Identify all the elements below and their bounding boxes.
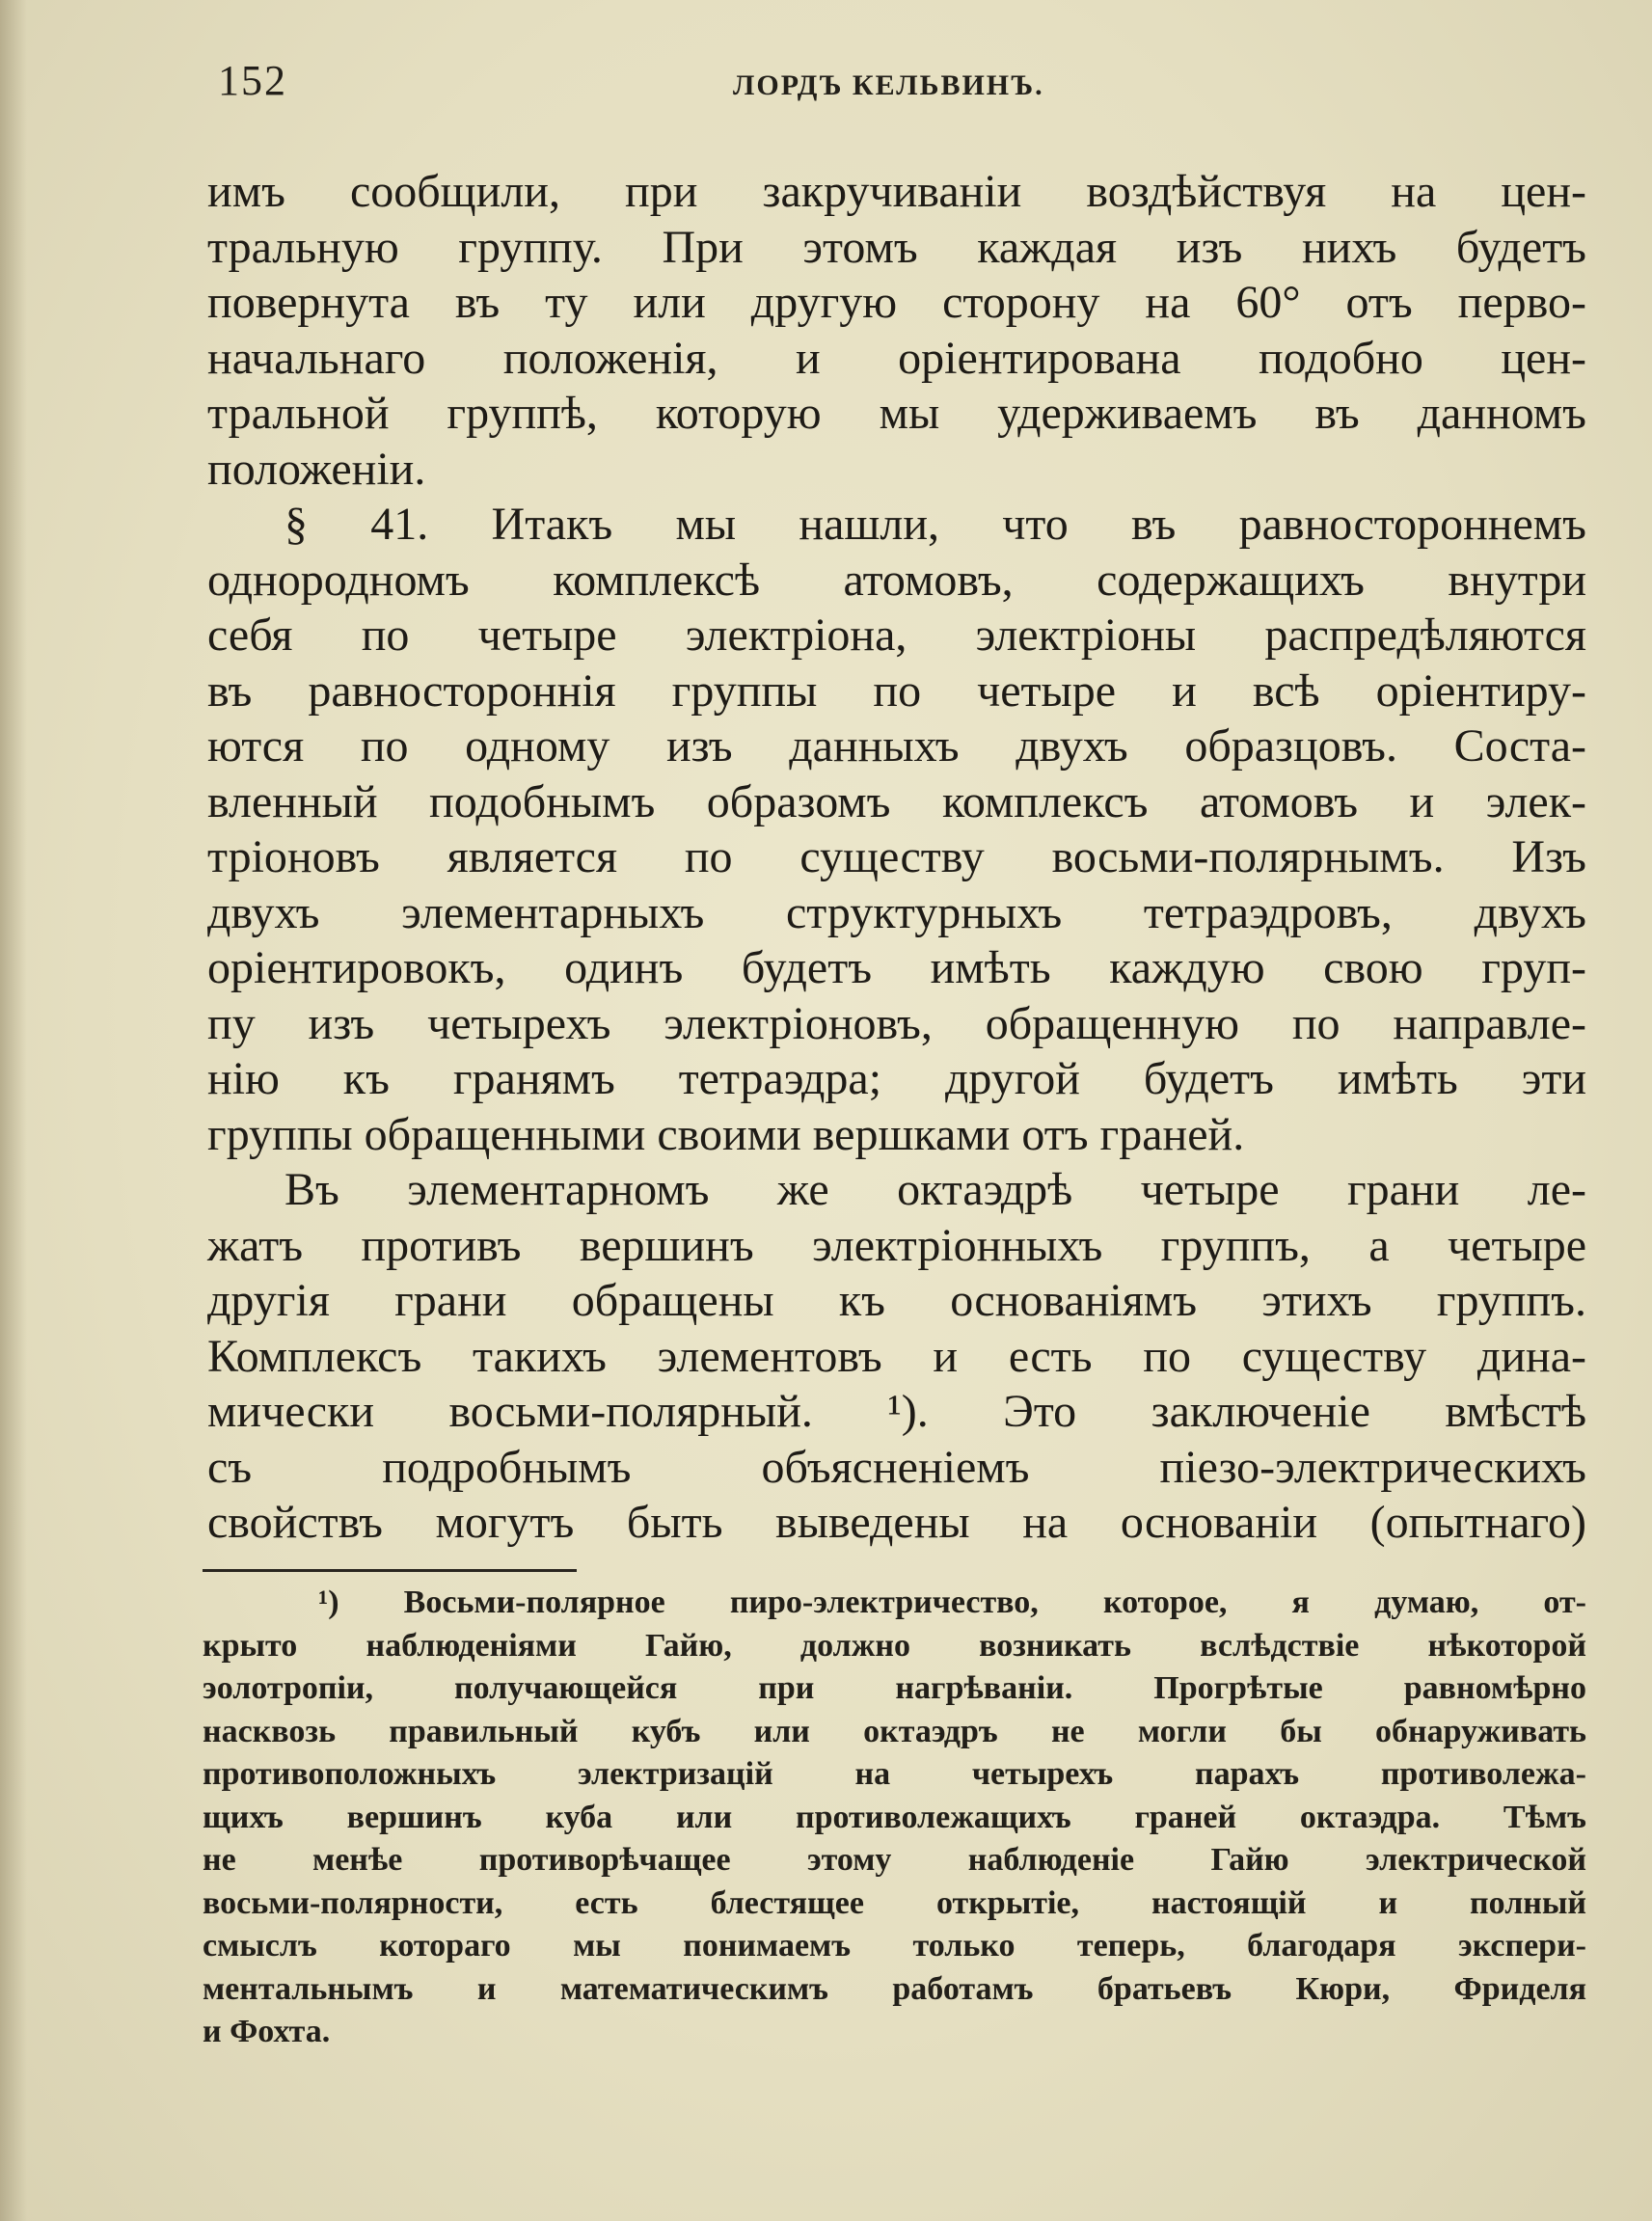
section-41-start: § 41. Итакъ мы нашли, что въ равностороннемъ xyxy=(284,499,1586,550)
text-line: жатъ противъ вершинъ электріонныхъ группъ, а четыре xyxy=(207,1219,1586,1271)
text-line: положеніи. xyxy=(207,443,426,495)
text-line: ются по одному изъ данныхъ двухъ образцовъ. Соста- xyxy=(207,720,1586,772)
footnote-line: не менѣе противорѣчащее этому наблюденіе Гайю электрической xyxy=(203,1842,1586,1878)
running-head: ЛОРДЪ КЕЛЬВИНЪ. xyxy=(733,69,1044,101)
text-line: Комплексъ такихъ элементовъ и есть по существу дина- xyxy=(207,1330,1586,1382)
page-header xyxy=(212,56,1582,114)
footnote-line: крыто наблюденіями Гайю, должно возникать вслѣдствіе нѣкоторой xyxy=(203,1627,1586,1664)
text-line: тральную группу. При этомъ каждая изъ нихъ будетъ xyxy=(207,221,1586,273)
footnote-line: эолотропіи, получающейся при нагрѣваніи. Прогрѣтые равномѣрно xyxy=(203,1670,1586,1706)
text-line: тріоновъ является по существу восьми-полярнымъ. Изъ xyxy=(207,831,1586,882)
footnote-line: восьми-полярности, есть блестящее открытіе, настоящій и полный xyxy=(203,1884,1586,1921)
footnote-line: ¹) Восьми-полярное пиро-электричество, которое, я думаю, от- xyxy=(318,1584,1586,1620)
footnote-line: и Фохта. xyxy=(203,2014,331,2049)
text-line: тральной группѣ, которую мы удерживаемъ въ данномъ xyxy=(207,388,1586,439)
footnote xyxy=(203,1582,1586,2054)
text-line: вленный подобнымъ образомъ комплексъ атомовъ и элек- xyxy=(207,775,1586,827)
text-line: оріентировокъ, одинъ будетъ имѣть каждую свою груп- xyxy=(207,942,1586,993)
text-line: имъ сообщили, при закручиваніи воздѣйствуя на цен- xyxy=(207,166,1586,217)
text-line: нію къ гранямъ тетраэдра; другой будетъ имѣть эти xyxy=(207,1053,1586,1104)
text-line: себя по четыре электріона, электріоны распредѣляются xyxy=(207,609,1586,661)
text-line: пу изъ четырехъ электріоновъ, обращенную по направле- xyxy=(207,997,1586,1049)
footnote-line: противоположныхъ электризацій на четырехъ парахъ противолежа- xyxy=(203,1756,1586,1792)
text-line: однородномъ комплексѣ атомовъ, содержащихъ внутри xyxy=(207,554,1586,606)
text-line: мически восьми-полярный. ¹). Это заключеніе вмѣстѣ xyxy=(207,1386,1586,1437)
footnote-line: смыслъ котораго мы понимаемъ только теперь, благодаря экспери- xyxy=(203,1928,1586,1964)
text-line: двухъ элементарныхъ структурныхъ тетраэдровъ, двухъ xyxy=(207,886,1586,938)
paragraph-start: Въ элементарномъ же октаэдрѣ четыре грани ле- xyxy=(284,1164,1586,1215)
text-line: другія грани обращены къ основаніямъ этихъ группъ. xyxy=(207,1275,1586,1326)
main-text xyxy=(207,164,1586,1551)
footnote-line: щихъ вершинъ куба или противолежащихъ граней октаэдра. Тѣмъ xyxy=(203,1799,1586,1835)
footnote-line: насквозь правильный кубъ или октаэдръ не могли бы обнаруживать xyxy=(203,1713,1586,1749)
page-number: 152 xyxy=(218,57,287,104)
text-line: свойствъ могутъ быть выведены на основаніи (опытнаго) xyxy=(207,1497,1586,1548)
text-line: въ равностороннія группы по четыре и всѣ оріентиру- xyxy=(207,664,1586,717)
text-line: группы обращенными своими вершками отъ граней. xyxy=(207,1108,1245,1160)
footnote-line: ментальнымъ и математическимъ работамъ братьевъ Кюри, Фриделя xyxy=(203,1970,1586,2007)
text-line: съ подробнымъ объясненіемъ піезо-электрическихъ xyxy=(207,1441,1586,1493)
footnote-divider xyxy=(203,1569,577,1572)
text-line: повернута въ ту или другую сторону на 60° отъ перво- xyxy=(207,277,1586,328)
text-line: начальнаго положенія, и оріентирована подобно цен- xyxy=(207,332,1586,384)
